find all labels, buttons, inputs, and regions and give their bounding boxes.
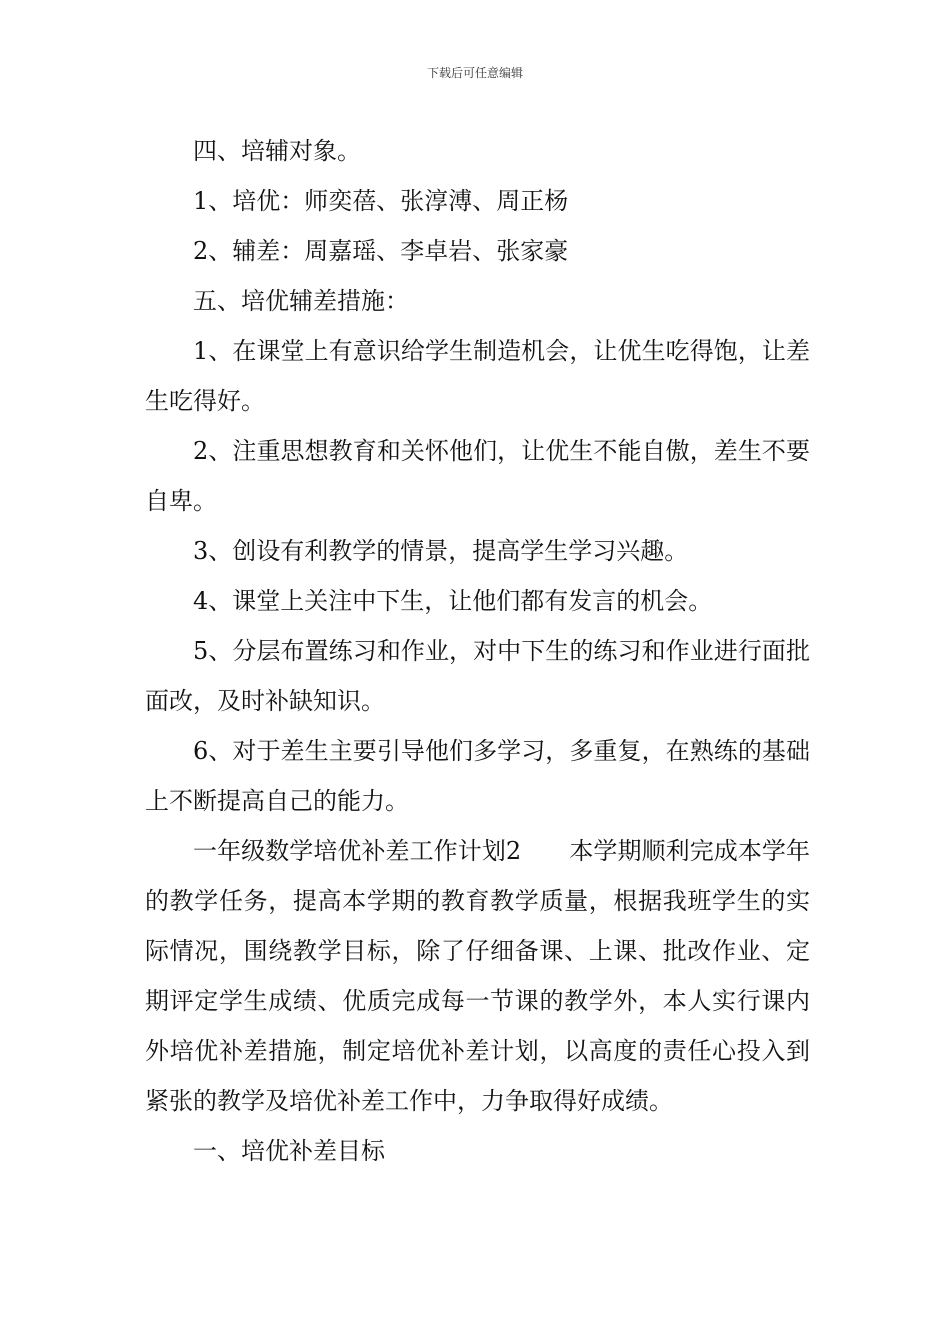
section-heading-5: 五、培优辅差措施：	[193, 287, 409, 315]
document-body	[145, 126, 810, 1176]
list-item: 1、培优：师奕蓓、张淳溥、周正杨	[193, 187, 569, 215]
list-item: 1、在课堂上有意识给学生制造机会，让优生吃得饱，让差生吃得好。	[145, 337, 810, 415]
section-heading-4: 四、培辅对象。	[193, 137, 361, 165]
list-item: 2、辅差：周嘉瑶、李卓岩、张家豪	[193, 237, 569, 265]
body-paragraph: 一年级数学培优补差工作计划2 本学期顺利完成本学年的教学任务，提高本学期的教育教学质量，根据我班学生的实际情况，围绕教学目标，除了仔细备课、上课、批改作业、定期评定学生成绩、优质完成每一节课的教学外，本人实行课内外培优补差措施，制定培优补差计划，以高度的责任心投入到紧张的教学及培优补差工作中，力争取得好成绩。	[145, 837, 810, 1115]
list-item: 3、创设有利教学的情景，提高学生学习兴趣。	[193, 537, 689, 565]
list-item: 5、分层布置练习和作业，对中下生的练习和作业进行面批面改，及时补缺知识。	[145, 637, 810, 715]
section-heading-1: 一、培优补差目标	[193, 1137, 385, 1165]
page-header: 下载后可任意编辑	[426, 66, 523, 80]
list-item: 4、课堂上关注中下生，让他们都有发言的机会。	[193, 587, 713, 615]
list-item: 6、对于差生主要引导他们多学习，多重复，在熟练的基础上不断提高自己的能力。	[145, 737, 810, 815]
list-item: 2、注重思想教育和关怀他们，让优生不能自傲，差生不要自卑。	[145, 437, 810, 515]
